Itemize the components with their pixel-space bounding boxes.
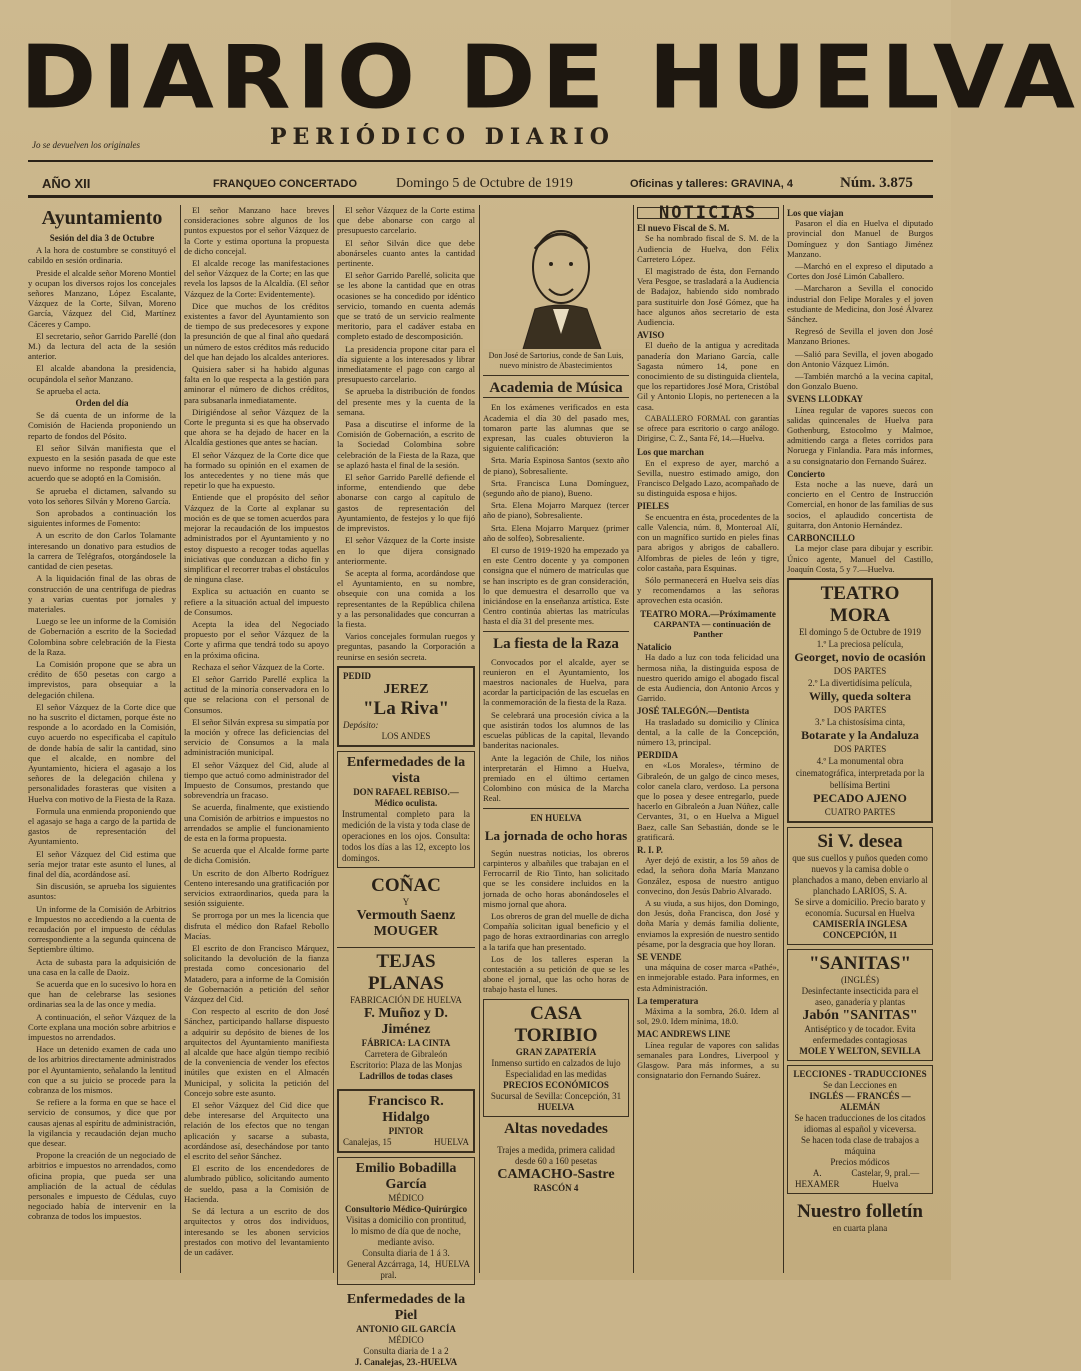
news-head: El nuevo Fiscal de S. M. — [637, 223, 730, 234]
paragraph: A la hora de costumbre se constituyó el cabildo en sesión ordinaria. — [28, 245, 176, 266]
paragraph: En los exámenes verificados en esta Academia el día 30 del pasado mes, tomaron parte las alumnas que se expresan, las cuales obtuvieron la siguiente calificación: — [483, 402, 629, 454]
news-head: TEATRO MORA.—Próximamente — [640, 608, 776, 619]
paragraph: Luego se lee un informe de la Comisión de Gobernación a escrito de la Sociedad Colombina sobre celebración de la Fiesta de la Raza. — [28, 616, 176, 657]
program-number: 2.º La divertidísima película, — [807, 677, 912, 688]
program-parts: DOS PARTES — [833, 704, 887, 715]
paragraph: Hace un detenido examen de cada uno de los arbitrios directamente administrados por el Ayuntamiento, señalando la lentitud con que a su juicio se procede para la cobranza de los mismos. — [28, 1044, 176, 1096]
ad-la-riva — [337, 666, 475, 747]
article-subheading: Orden del día — [75, 398, 129, 409]
news-head: MAC ANDREWS LINE — [637, 1029, 731, 1040]
paragraph: Un informe de la Comisión de Arbitrios e Impuestos no accediendo a la cuenta de recaudación por el impuesto de cédulas correspondiente a la segunda quincena de Septiembre último. — [28, 903, 176, 955]
paragraph: Pasa a discutirse el informe de la Comisión de Gobernación, a escrito de la Sociedad Colombina sobre celebración de la Fiesta de la Raza, que se aplazó hasta el final de la sesión. — [337, 419, 475, 470]
paragraph: El escrito de don Francisco Márquez, solicitando la devolución de la fianza prestada como concesionario del Matadero, para a informe de la Comisión de Gobernación a petición del señor Vázquez del Cid. — [184, 943, 329, 1005]
paragraph: El señor Garrido Parellé defiende el informe, entendiendo que debe abonarse con cargo al capítulo de gastos de representación del Ayuntamiento, de festejos y lo que fijó de imprevistos. — [337, 472, 475, 534]
paragraph: Srta. Elena Mojarro Marquez (tercer año de piano), Sobresaliente. — [483, 500, 629, 521]
program-title: Georget, novio de ocasión — [794, 649, 926, 664]
date-label: Domingo 5 de Octubre de 1919 — [396, 175, 573, 191]
program-title: Willy, queda soltera — [808, 688, 912, 703]
ad-text: General Azcárraga, 14, pral. — [347, 1258, 430, 1280]
paragraph: Se aprueba el acta. — [36, 385, 101, 396]
program-parts: DOS PARTES — [833, 743, 887, 754]
paragraph: Propone la creación de un negociado de arbitrios e impuestos no arrendados, como oficina propia, que pueda ser una ampliación de la actual de cédulas personales e impuesto de Cédulas, cuyo negociado había de intervenir en la cobranza de todos los impuestos. — [28, 1150, 176, 1222]
ad-text: PINTOR — [388, 1125, 424, 1136]
paragraph: Dice que muchos de los créditos existentes a favor del Ayuntamiento son de tiempo de sus predecesores y expone la presunción de que al final año quedará un número de estos créditos más reducido del que han dejado los alcaldes anteriores. — [184, 300, 329, 362]
program-item — [793, 638, 927, 677]
info-bar — [28, 172, 933, 198]
paragraph: El señor Vázquez del Cid, alude al tiempo que actuó como administrador del Impuesto de Consumos, prestando que sobrevendría un fracaso. — [184, 759, 329, 801]
news-text: Regresó de Sevilla el joven don José Manzano Briones. — [787, 326, 933, 347]
ad-text: DON RAFAEL REBISO.—Médico oculista. — [353, 786, 459, 808]
news-head: SVENS LLODKAY — [787, 394, 863, 405]
ad-title: CAMACHO-Sastre — [497, 1166, 615, 1182]
paragraph: Acepta la idea del Negociado propuesto por el señor Vázquez de la Corte y afirma que tendrá todo su apoyo en la próxima oficina. — [184, 618, 329, 660]
ad-text: RASCÓN 4 — [533, 1182, 579, 1193]
divider — [483, 631, 629, 632]
paragraph: Se acuerda que el Alcalde forme parte de dicha Comisión. — [184, 845, 329, 866]
news-text: CABALLERO FORMAL con garantías se ofrece para escritorio o cargo análogo. Dirigirse, C. Z., Santa Fé, 14.—Huelva. — [637, 413, 779, 444]
program-title: Botarate y la Andaluza — [801, 727, 919, 742]
news-text: en «Los Morales», término de Gibraleón, de un galgo de cinco meses, color canela claro, verdoso. La persona que lo posea y desee entregarlo, puede hacerlo en Gibraleón a Juan Núñez, calle Cervantes, 31, o en Huelva a Miguel Baez, calle San Sebastián, donde se le gratificará. — [637, 760, 779, 842]
ad-text: CAMISERÍA INGLESA — [812, 918, 908, 929]
ad-text: A. HEXAMER — [795, 1167, 840, 1189]
paragraph: Se prorroga por un mes la licencia que disfruta el médico don Rafael Rebollo Macías. — [184, 910, 329, 941]
paragraph: El señor Garrido Parellé, solicita que se les abone la cantidad que en otras ocasiones se ha concedido por idéntico servicio, tomando en cuenta además que se trató de un servicio realmente meritorio, para el cadáver estaba en completo estado de descomposición. — [337, 270, 475, 342]
news-head: AVISO — [637, 330, 665, 341]
article-heading: La fiesta de la Raza — [493, 635, 619, 652]
news-head: JOSÉ TALEGÓN.—Dentista — [637, 706, 750, 717]
ad-text: Precios módicos — [830, 1156, 890, 1167]
ad-hidalgo — [337, 1089, 475, 1153]
paragraph: Con respecto al escrito de don José Sánchez, participando hallarse dispuesto a adquirir su depósito de bienes de los arquitectos del Ayuntamiento manifiesta al alcalde que hace algún tiempo recibió de la conveniencia de vender los efectos inútiles que existen en el Almacén Municipal, y solicita la petición del Concejo sobre este asunto. — [184, 1006, 329, 1098]
ad-text: JEREZ — [383, 681, 429, 697]
paragraph: Preside el alcalde señor Moreno Montiel y ocupan los diversos rojos los concejales señores Manzano, López Escalante, Vázquez de la Corte, Silvan, Moreno García, Vázquez del Cid, Martínez Cáceres y Campo. — [28, 267, 176, 329]
paragraph: Rechaza el señor Vázquez de la Corte. — [192, 661, 325, 672]
news-text: En el expreso de ayer, marchó a Sevilla, nuestro estimado amigo, don Francisco Delgado Lazo, acompañado de su distinguida esposa e hijos. — [637, 457, 779, 499]
news-text: Ha trasladado su domicilio y Clínica dental, a la calle de la Concepción, número 13, principal. — [637, 716, 779, 747]
ad-address — [792, 1168, 928, 1190]
ad-text: Instrumental completo para la medición de la vista y toda clase de operaciones en los ojos. Consulta: todos los días a las 12, excepto los domingos. — [342, 808, 470, 863]
offices-label: Oficinas y talleres: GRAVINA, 4 — [630, 177, 794, 190]
column-ayuntamiento-cont — [184, 205, 329, 1275]
news-text: CARPANTA — continuación de Panther — [653, 618, 771, 639]
ad-text: Antiséptico y de tocador. Evita enfermedades contagiosas — [804, 1023, 916, 1045]
program-title: PECADO AJENO — [813, 790, 907, 805]
news-text: —Marcharon a Sevilla el conocido industrial don Felipe Morales y el joven estudiante de Medicina, don José Álvarez Sánchez. — [787, 283, 933, 325]
paragraph: Se refiere a la forma en que se hace el servicio de consumos, y dice que por causas ajenas al espíritu de administración, la vigilancia y recaudación dejan mucho que desear. — [28, 1097, 176, 1149]
column-viajes-teatro — [787, 205, 933, 1275]
ad-text: Castelar, 9, pral.—Huelva — [851, 1167, 920, 1189]
ad-text: HUELVA — [537, 1101, 575, 1112]
ad-text: FÁBRICA: LA CINTA — [361, 1037, 451, 1048]
ad-text: CONCEPCIÓN, 11 — [822, 929, 898, 940]
ad-text: Consulta diaria de 1 a 2 — [363, 1345, 449, 1356]
paragraph: Acta de subasta para la adquisición de una casa en la calle de Daoiz. — [28, 956, 176, 977]
paragraph: A continuación, el señor Vázquez de la Corte explana una moción sobre arbitrios e impuestos no arrendados. — [28, 1011, 176, 1043]
ad-text: Desinfectante insecticida para el aseo, ganadería y plantas — [801, 985, 919, 1007]
ad-text: GRAN ZAPATERÍA — [515, 1046, 597, 1057]
ad-tejas — [337, 947, 475, 1085]
article-heading: Ayuntamiento — [41, 207, 163, 229]
column-ads-middle — [337, 205, 475, 1367]
paragraph: El señor Vázquez de la Corte insiste en lo que dijera consignado anteriormente. — [337, 535, 475, 566]
news-text: A su viuda, a sus hijos, don Domingo, don Jesús, doña Francisca, don José y doña María y demás familia doliente, enviamos la expresión de nuestro sentido pésame, por la desgracia que hoy lloran. — [637, 898, 779, 949]
paragraph: El señor Vázquez de la Corte estima que debe abonarse con cargo al presupuesto carcelario. — [337, 205, 475, 236]
ad-title: Altas novedades — [504, 1120, 608, 1137]
ad-text: Escritorio: Plaza de las Monjas — [350, 1059, 462, 1070]
paragraph: Ante la legación de Chile, los niños interpretarán el Himno a Huelva, premiado en el último certamen Colombino con música de la Marcha Real. — [483, 752, 629, 804]
ad-text: Inmenso surtido en calzados de lujo — [491, 1057, 621, 1068]
divider — [483, 375, 629, 376]
ad-text: HUELVA — [434, 1258, 470, 1269]
paragraph: Los obreros de gran del muelle de dicha Compañía solicitan igual beneficio y el pago de horas extraordinarias con arreglo a la tarifa que han presentado. — [483, 910, 629, 952]
ad-title: LECCIONES - TRADUCCIONES — [793, 1068, 927, 1079]
ad-piel — [337, 1289, 475, 1371]
paragraph: A un escrito de don Carlos Tolamante interesando un donativo para estudios de la carrera de Telégrafos, otorgándosele la cantidad de cien pesetas. — [28, 530, 176, 572]
news-head: Concierto — [787, 468, 825, 479]
ad-text: Se dan Lecciones en — [823, 1079, 897, 1090]
ad-planchado — [787, 827, 933, 945]
folletin-notice — [787, 1198, 933, 1237]
ad-title: CASA TORIBIO — [514, 1002, 598, 1046]
ad-camacho — [483, 1142, 629, 1197]
paragraph: El escrito de los encendedores de alumbrado público, solicitando aumento de sueldo, pasa a la Comisión de Hacienda. — [184, 1163, 329, 1204]
ad-lecciones — [787, 1065, 933, 1194]
news-text: Se ha nombrado fiscal de S. M. de la Audiencia de Huelva, don Félix Carretero López. — [637, 233, 779, 264]
news-head: Natalicio — [637, 642, 672, 653]
ad-sanitas — [787, 949, 933, 1061]
paragraph: Srta. Francisca Luna Domínguez, (segundo año de piano), Bueno. — [483, 477, 629, 499]
paragraph: Explica su actuación en cuanto se refiere a la situación actual del impuesto de Consumos. — [184, 586, 329, 617]
ad-vista — [337, 751, 475, 868]
ad-text: J. Canalejas, 23.-HUELVA — [354, 1356, 458, 1367]
ad-text: HUELVA — [433, 1136, 469, 1147]
paragraph: El señor Vázquez de la Corte dice que ha formado su opinión en el examen de los antecedentes y no tiene más que repetir lo que ha expuesto. — [184, 449, 329, 491]
paragraph: La Comisión propone que se abra un crédito de 650 pesetas con cargo a imprevistos, para obsequiar a la delegación chilena. — [28, 658, 176, 700]
paragraph: El señor Silván expresa su simpatía por la moción y ofrece las deficiencias del servicio de Consumos a la mala administración municipal. — [184, 716, 329, 758]
ad-text: ANTONIO GIL GARCÍA — [356, 1323, 456, 1334]
program-parts: CUATRO PARTES — [824, 806, 896, 817]
ad-text: (INGLÉS) — [841, 974, 879, 985]
ad-title: "La Riva" — [362, 697, 450, 719]
ad-text: Trajes a medida, primera calidad desde 60 a 160 pesetas — [497, 1144, 615, 1166]
news-text: Se encuentra en ésta, procedentes de la calle Valencia, núm. 8, Monteroal Alí, con un magnífico surtido en pieles finas para abrigos y abrigos de caballero. Alfombras de pieles de león y tigre, color castaña, para Esquinas. — [637, 511, 779, 573]
ad-text: Consultorio Médico-Quirúrgico — [344, 1203, 468, 1214]
ad-title: MOUGER — [373, 923, 439, 939]
paragraph: Son aprobados a continuación los siguientes informes de Fomento: — [28, 508, 176, 529]
portrait-caption: Don José de Sartorius, conde de San Luis, nuevo ministro de Abastecimientos — [488, 351, 624, 371]
masthead-note: Jo se devuelven los originales — [32, 140, 140, 150]
news-head: PIELES — [637, 501, 670, 512]
ad-text: Se hacen traducciones de los citados idiomas al español y viceversa. — [794, 1112, 926, 1134]
column-separator — [479, 205, 480, 1273]
paragraph: El alcalde recoge las manifestaciones del señor Vázquez de la Corte; en las que revela los lapsos de la Alcaldía. (El señor Vázquez de la Corte: Evidentemente). — [184, 258, 329, 299]
ad-address — [343, 1137, 469, 1148]
paragraph: Se dá cuenta de un informe de la Comisión de Hacienda proponiendo un reparto de fondos del Pósito. — [28, 410, 176, 441]
ad-title: Emilio Bobadilla García — [355, 1160, 457, 1192]
program-item — [793, 755, 927, 818]
news-head: CARBONCILLO — [787, 533, 856, 544]
news-text: Pasaron el día en Huelva el diputado provincial don Manuel de Burgos Domínguez y don Santiago Jiménez Manzano. — [787, 218, 933, 259]
news-text: El magistrado de ésta, don Fernando Vera Pesgoe, se trasladará a la Audiencia de Badajoz, habiendo sido nombrado para sustituirle don José Gómez, que ha hace algunos años secretario de esta Audiencia. — [637, 266, 779, 328]
news-text: Esta noche a las nueve, dará un concierto en el Centro de Instrucción Comercial, en honor de las familias de sus socios, el aplaudido concertista de guitarra, don Antonio Hernández. — [787, 479, 933, 530]
news-head: PERDIDA — [637, 750, 679, 761]
column-separator — [633, 205, 634, 1273]
masthead-subtitle: PERIÓDICO DIARIO — [270, 124, 615, 150]
ad-title: Nuestro folletín — [797, 1200, 923, 1222]
ad-text: Especialidad en las medidas — [505, 1068, 607, 1079]
ad-title: F. Muñoz y D. Jiménez — [364, 1005, 448, 1037]
ad-text: MÉDICO — [388, 1334, 424, 1345]
ad-title: TEJAS PLANAS — [367, 950, 444, 994]
paragraph: Un escrito de don Alberto Rodríguez Centeno interesando una gratificación por servicios extraordinarios, queda para la sesión ssiguiente. — [184, 867, 329, 909]
news-head: Los que marchan — [637, 447, 704, 458]
paragraph: La presidencia propone citar para el día siguiente a los interesados y librar inmediatamente el pago con cargo al presupuesto carcelario. — [337, 343, 475, 385]
article-heading: La jornada de ocho horas — [484, 827, 628, 843]
paragraph: Se aprueba la distribución de fondos del presente mes y la cuenta de la semana. — [337, 386, 475, 417]
news-head: La temperatura — [637, 995, 699, 1006]
paragraph: Según nuestras noticias, los obreros carpinteros y albañiles que trabajan en el Ferrocarril de Rio Tinto, han solicitado que se les considere incluidos en la jornada de ocho horas abonándoseles el mismo jornal que ahora. — [483, 847, 629, 909]
paragraph: A la liquidación final de las obras de construcción de una centrifuga de piedras y a varias cuentas por jornales y materiales. — [28, 573, 176, 614]
news-text: una máquina de coser marca «Pathé», en inmejorable estado. Para informes, en esta Administración. — [637, 962, 779, 993]
paragraph: El señor Silván dice que debe abonárseles cuanto antes la cantidad pertinente. — [337, 237, 475, 269]
paragraph: Srta. Elena Mojarro Marquez (primer año de solfeo), Sobresaliente. — [483, 522, 629, 543]
column-separator — [180, 205, 181, 1273]
ad-text: PRECIOS ECONÓMICOS — [503, 1079, 609, 1090]
news-text: Línea regular de vapores suecos con salidas quincenales de Huelva para Gothenburg, Estocolmo y Malmoe, admitiendo carga a fletes corridos para Noruega y Finlandia. Para más informes, a su consignatario don Fernando Suárez. — [787, 404, 933, 466]
paragraph: El señor Silván manifiesta que el expuesto en la sesión pasada de que este nuevo informe no responde tampoco al acuerdo que se adoptó en la Comisión. — [28, 442, 176, 484]
portrait-illustration — [483, 209, 633, 349]
news-text: —Salió para Sevilla, el joven abogado don Antonio Vázquez Limón. — [787, 348, 933, 369]
news-text: Ayer dejó de existir, a los 59 años de edad, la señora doña María Manzano González, esposa de nuestro antiguo convecino, don Jesús Dabrio Alvarado. — [637, 855, 779, 896]
news-text: Sólo permanecerá en Huelva seis días y recomendamos a las señoras aprovechen esta ocasión. — [637, 574, 779, 606]
ad-title: Si V. desea — [817, 830, 903, 852]
franqueo-label: FRANQUEO CONCERTADO — [213, 177, 358, 190]
ad-title: "SANITAS" — [808, 952, 912, 974]
program-item — [793, 716, 927, 755]
column-noticias — [637, 205, 779, 1275]
paragraph: Se acepta al forma, acordándose que el Ayuntamiento, en su nombre, obsequie con una comida a los representantes de la República chilena y a las personalidades que concurran a la fiesta. — [337, 567, 475, 629]
article-subheading: Sesión del dia 3 de Octubre — [49, 233, 155, 243]
ad-casa-toribio — [483, 999, 629, 1117]
column-separator — [333, 205, 334, 1273]
ad-text: Carretera de Gibraleón — [364, 1048, 448, 1059]
ad-text: Consulta diaria de 1 á 3. — [362, 1247, 450, 1258]
ad-text: El domingo 5 de Octubre de 1919 — [799, 626, 921, 637]
ad-text: Depósito: — [343, 719, 379, 730]
masthead — [20, 26, 1081, 150]
ad-text: Y — [402, 896, 410, 907]
ad-text: Ladrillos de todas clases — [359, 1070, 453, 1081]
news-text: Ha dado a luz con toda felicidad una hermosa niña, la distinguida esposa de nuestro querido amigo el abogado fiscal de esta Audiencia, don Antonio Arcos y Garrido. — [637, 652, 779, 704]
paragraph: Se acuerda que en lo sucesivo lo hora en que han de celebrarse las sesiones ordinarias sea la de las once y media. — [28, 979, 176, 1010]
ad-text: Se sirve a domicilio. Precio barato y economía. Sucursal en Huelva — [794, 896, 926, 918]
paragraph: Dirigiéndose al señor Vázquez de la Corte le pregunta si es que ha observado que ahora se ha dejado de hacer en la Alcaldía gestiones que antes se hacían. — [184, 406, 329, 448]
ad-title: Francisco R. Hidalgo — [368, 1093, 444, 1125]
paragraph: El señor Garrido Parellé explica la actitud de la minoría conservadora en lo que se relaciona con el personal de Consumos. — [184, 673, 329, 715]
paragraph: Varios concejales formulan ruegos y preguntas, pasando la Corporación a reunirse en sesión secreta. — [337, 631, 475, 662]
year-label: AÑO XII — [42, 176, 91, 191]
column-portrait-academia — [483, 205, 629, 1275]
paragraph: El alcalde abandona la presidencia, ocupándola el señor Manzano. — [28, 363, 176, 384]
paragraph: Sin discusión, se aprueba los siguientes asuntos: — [28, 881, 176, 902]
news-text: El dueño de la antigua y acreditada panadería don Mariano García, calle Sagasta número 14, pone en conocimiento de su distinguida clientela, que los repartidores José Mora, Cristóbal Gil y Antonio Llopis, no pertenecen a la casa. — [637, 340, 779, 412]
news-head: SE VENDE — [637, 952, 682, 963]
ad-text: en cuarta plana — [832, 1222, 888, 1233]
news-text: Línea regular de vapores con salidas semanales para Londres, Liverpool y Glasgow. Para más informes, a su consignatario don Fernando Suárez. — [637, 1039, 779, 1081]
ad-conac — [337, 872, 475, 943]
masthead-rule — [28, 160, 933, 162]
ad-text: FABRICACIÓN DE HUELVA — [350, 994, 462, 1005]
ad-text: Sucursal de Sevilla: Concepción, 31 — [490, 1090, 622, 1101]
paragraph: Quisiera saber si ha habido algunas falta en lo que respecta a la gestión para aminorar el número de dichos créditos, para subsanarla inmediatamente. — [184, 364, 329, 405]
ad-bobadilla — [337, 1157, 475, 1285]
ad-text: Visitas a domicilio con prontitud, lo mismo de día que de noche, mediante aviso. — [345, 1214, 467, 1247]
ad-text: PEDID — [343, 670, 372, 681]
section-heading: NOTICIAS — [637, 207, 779, 219]
section-label: EN HUELVA — [530, 812, 582, 823]
paragraph: El señor Vázquez de la Corte dice que no ha suscrito el dictamen, porque éste no responde a lo acordado en la Comisión, cuyo acuerdo no especificaba el capítulo de donde había de salir la cantidad, sino que el alcalde, en nombre del Ayuntamiento, hiciera el agasajo a los señores de la delegación chilena y personalidades forasteras que visiten a Huelva con motivo de la Fiesta de la Raza. — [28, 701, 176, 804]
ad-text: Canalejas, 15 — [343, 1136, 392, 1147]
ad-title: Jabón "SANITAS" — [802, 1007, 918, 1023]
news-text: La mejor clase para dibujar y escribir. Único agente, Manuel del Castillo, Joaquín Costa, 5 y 7.—Huelva. — [787, 543, 933, 574]
paragraph: El señor Manzano hace breves consideraciones sobre algunos de los puntos expuestos por el señor Vázquez de la Corte y estima oportuna la propuesta de dicho concejal. — [184, 205, 329, 256]
paragraph: El señor Vázquez del Cid dice que debe interesarse del Arquitecto una relación de los efectos que no tengan aplicación y sacarse a subasta, acordándose así, desechándose por tanto el escrito del señor Sánchez. — [184, 1100, 329, 1162]
ad-title: COÑAC — [371, 874, 441, 896]
news-text: —También marchó a la vecina capital, don Gonzalo Bueno. — [787, 371, 933, 392]
program-parts: DOS PARTES — [833, 665, 887, 676]
column-ayuntamiento — [28, 205, 176, 1275]
news-text: Máxima a la sombra, 26.0. Idem al sol, 29.0. Idem mínima, 18.0. — [637, 1006, 779, 1027]
news-head: Los que viajan — [787, 208, 844, 218]
column-separator — [783, 205, 784, 1273]
program-item — [793, 677, 927, 716]
ad-text: INGLÉS — FRANCÉS — ALEMÁN — [809, 1090, 911, 1112]
ad-title: Enfermedades de la vista — [346, 754, 466, 786]
ad-title: Vermouth Saenz — [356, 907, 456, 923]
ad-title: TEATRO MORA — [820, 582, 900, 626]
paragraph: El secretario, señor Garrido Parellé (don M.) da lectura del acta de la sesión anterior. — [28, 330, 176, 362]
paragraph: Se dá lectura a un escrito de dos arquitectos y otros dos individuos, interesando se les abonen servicios prestados con motivo del levantamiento de un cadáver. — [184, 1206, 329, 1257]
ad-text: Se hacen toda clase de trabajos a máquina — [801, 1134, 919, 1156]
paragraph: El señor Vázquez del Cid estima que sería mejor tratar este asunto el lunes, al final del día, acordándose así. — [28, 848, 176, 879]
ad-text: MÉDICO — [388, 1192, 424, 1203]
news-text: —Marchó en el expreso el diputado a Cortes don José Limón Caballero. — [787, 261, 933, 282]
paragraph: Se aprueba el dictamen, salvando su voto los señores Silván y Moreno García. — [28, 485, 176, 506]
program-number: 3.º La chistosísima cinta, — [814, 716, 906, 727]
paragraph: Los de los talleres esperan la contestación a su petición de que se les abone el jornal, que las ocho horas de trabajo hasta el lunes. — [483, 953, 629, 995]
ad-text: que sus cuellos y puños queden como nuevos y la camisa doble o planchados a mano, deben enviarlo al planchado LARIOS, S. A. — [792, 852, 928, 896]
ad-address — [342, 1259, 470, 1281]
program-number: 1.º La preciosa película, — [816, 638, 904, 649]
paragraph: Formula una enmienda proponiendo que el agasajo se haga a cargo de la partida de gastos de representación del Ayuntamiento. — [28, 805, 176, 847]
divider — [483, 808, 629, 809]
paragraph: Se celebrará una procesión cívica a la que asistirán todos los alumnos de las escuelas públicas de la capital, llevando banderitas nacionales. — [483, 709, 629, 751]
article-heading: Academia de Música — [483, 380, 629, 398]
issue-number: Núm. 3.875 — [840, 175, 913, 191]
ad-text: MOLE Y WELTON, SEVILLA — [799, 1045, 921, 1056]
ad-teatro-mora — [787, 578, 933, 823]
masthead-title: DIARIO DE HUELVA — [20, 26, 1081, 129]
program-number: 4.º La monumental obra cinematográfica, interpretada por la bellísima Bertini — [795, 755, 925, 790]
paragraph: Convocados por el alcalde, ayer se reunieron en el Ayuntamiento, los maestros nacionales de Huelva, para acordar la participación de las escuelas en la conmemoración de la fiesta de la Raza. — [483, 656, 629, 708]
ad-text: LOS ANDES — [381, 730, 431, 741]
paragraph: El curso de 1919-1920 ha empezado ya en este Centro docente y ya componen consigna que el número de matrículas que se han inscripto es de gran consideración, lo que demuestra el desarrollo que va iniciándose en la enseñanza artística. Este Centro continúa abiertas las matrículas hasta el día 31 del presente mes. — [483, 545, 629, 627]
news-head: R. I. P. — [637, 844, 663, 855]
ad-title: Enfermedades de la Piel — [346, 1291, 466, 1323]
paragraph: Srta. María Espinosa Santos (sexto año de piano), Sobresaliente. — [483, 455, 629, 476]
paragraph: Se acuerda, finalmente, que existiendo una Comisión de arbitrios e impuestos no arrendados se amplie el funcionamiento de esta en la forma propuesta. — [184, 802, 329, 843]
paragraph: Entiende que el propósito del señor Vázquez de la Corte al explanar su moción es de que se tomen acuerdos para mejorar la recaudación de los impuestos administrados por el Ayuntamiento y no estoy dispuesto a recoger todas aquellas iniciativas que conduzcan a dicho fin y simplificar el recorrer trabas el obstáculos de ninguna clase. — [184, 492, 329, 585]
